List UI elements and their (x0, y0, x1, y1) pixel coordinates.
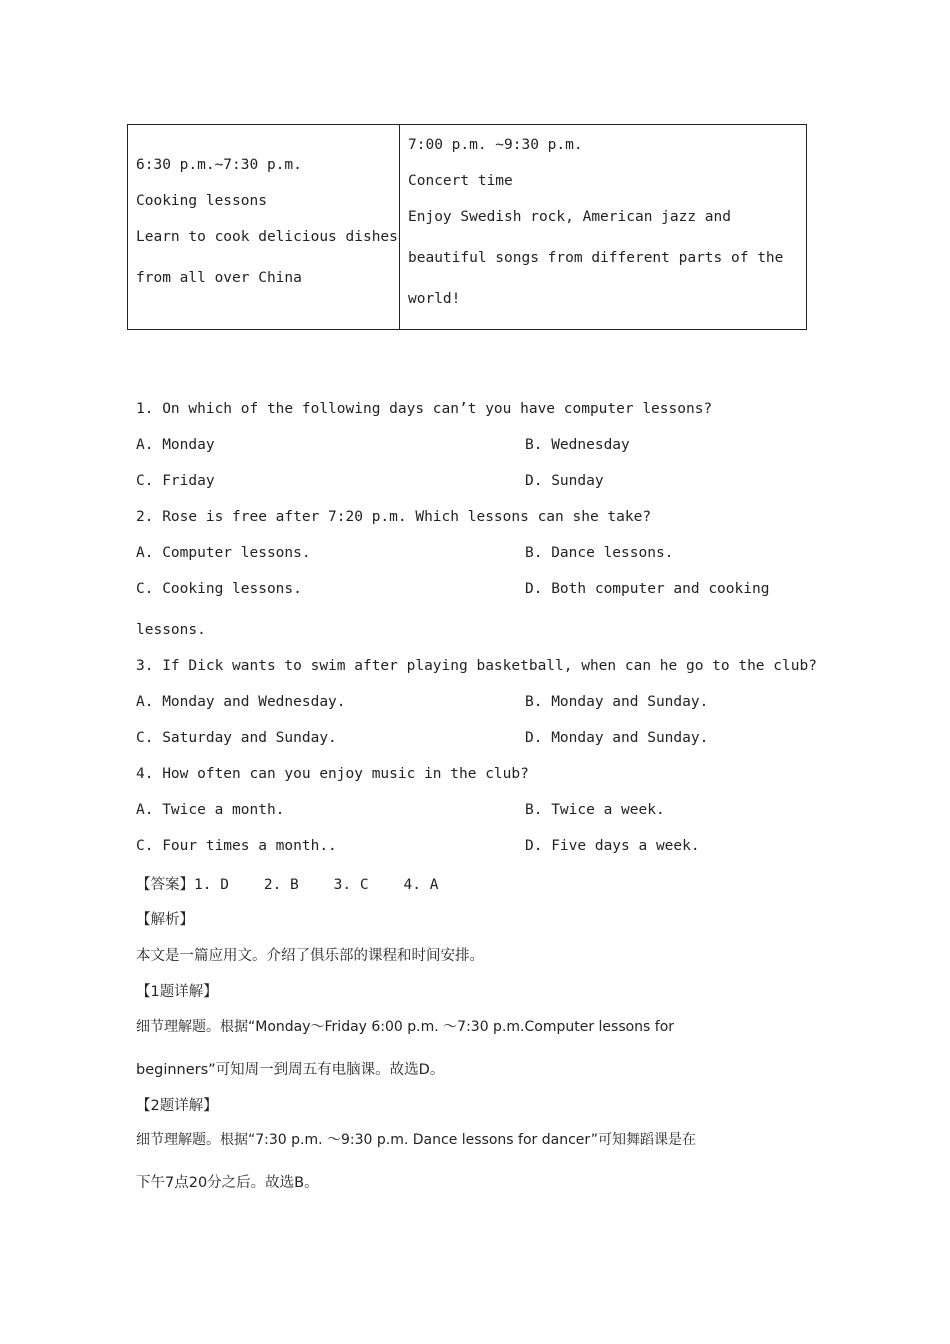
cooking-time: 6:30 p.m.~7:30 p.m. (136, 157, 302, 173)
concert-desc-line1: Enjoy Swedish rock, American jazz and (408, 209, 732, 225)
cooking-desc-line1: Learn to cook delicious dishes (136, 229, 398, 245)
question-3-option-a: A. Monday and Wednesday. (136, 694, 346, 710)
q2-detail-line1: 细节理解题。根据“7:30 p.m. ～9:30 p.m. Dance lessons for dancer”可知舞蹈课是在 (136, 1132, 696, 1148)
question-1-option-c: C. Friday (136, 473, 215, 489)
q1-detail-line2: beginners”可知周一到周五有电脑课。故选D。 (136, 1062, 445, 1078)
question-2-text: 2. Rose is free after 7:20 p.m. Which lessons can she take? (136, 509, 652, 525)
question-3-option-b: B. Monday and Sunday. (525, 694, 709, 710)
question-3-option-d: D. Monday and Sunday. (525, 730, 709, 746)
answer-line (136, 873, 438, 894)
concert-desc-line2: beautiful songs from different parts of the (408, 250, 784, 266)
question-1-option-a: A. Monday (136, 437, 215, 453)
question-4-option-a: A. Twice a month. (136, 802, 285, 818)
question-1-option-b: B. Wednesday (525, 437, 630, 453)
question-4-option-d: D. Five days a week. (525, 838, 700, 854)
question-3-text: 3. If Dick wants to swim after playing basketball, when can he go to the club? (136, 658, 817, 674)
question-2-option-b: B. Dance lessons. (525, 545, 674, 561)
cooking-title: Cooking lessons (136, 193, 267, 209)
answer-label: 【答案】 (136, 877, 194, 893)
question-4-option-b: B. Twice a week. (525, 802, 665, 818)
question-4-text: 4. How often can you enjoy music in the club? (136, 766, 529, 782)
concert-time: 7:00 p.m. ~9:30 p.m. (408, 137, 583, 153)
question-4-option-c: C. Four times a month.. (136, 838, 337, 854)
concert-desc-line3: world! (408, 291, 461, 307)
q1-detail-line1: 细节理解题。根据“Monday～Friday 6:00 p.m. ～7:30 p.m.Computer lessons for (136, 1019, 675, 1035)
schedule-table (127, 124, 807, 330)
analysis-summary: 本文是一篇应用文。介绍了俱乐部的课程和时间安排。 (136, 948, 484, 964)
question-2-option-d: D. Both computer and cooking (525, 581, 770, 597)
question-2-option-a: A. Computer lessons. (136, 545, 311, 561)
question-3-option-c: C. Saturday and Sunday. (136, 730, 337, 746)
concert-title: Concert time (408, 173, 513, 189)
cooking-desc-line2: from all over China (136, 270, 302, 286)
question-2-option-d-continued: lessons. (136, 622, 206, 638)
analysis-label: 【解析】 (136, 912, 194, 928)
q2-detail-line2: 下午7点20分之后。故选B。 (136, 1175, 319, 1191)
question-2-option-c: C. Cooking lessons. (136, 581, 302, 597)
q2-detail-label: 【2题详解】 (136, 1098, 218, 1114)
answer-values: 1. D 2. B 3. C 4. A (194, 877, 439, 893)
schedule-cell-concert (400, 125, 807, 330)
q1-detail-label: 【1题详解】 (136, 984, 218, 1000)
question-1-option-d: D. Sunday (525, 473, 604, 489)
schedule-cell-cooking (128, 125, 400, 330)
question-1-text: 1. On which of the following days can’t you have computer lessons? (136, 401, 713, 417)
